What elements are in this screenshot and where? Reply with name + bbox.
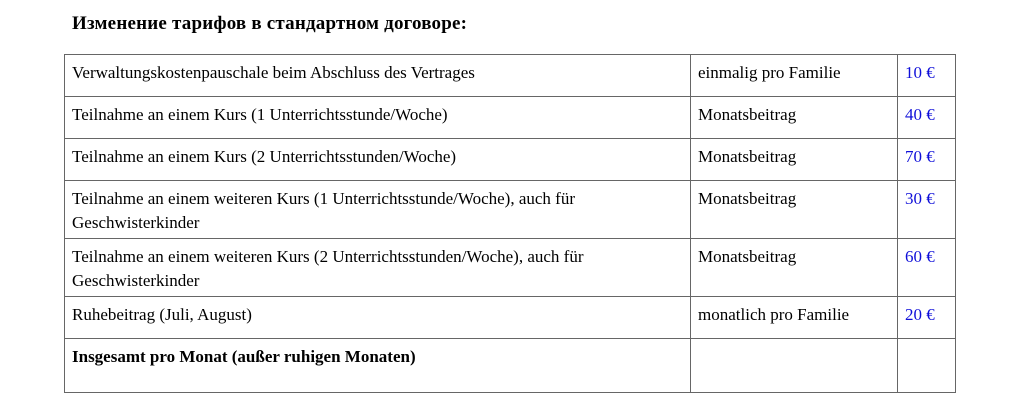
table-row	[65, 55, 956, 97]
table-row	[65, 139, 956, 181]
service-cell: Verwaltungskostenpauschale beim Abschluss des Vertrages	[65, 55, 691, 97]
billing-cell: einmalig pro Familie	[691, 55, 898, 97]
billing-cell: Monatsbeitrag	[691, 239, 898, 297]
tariff-table-body	[65, 55, 956, 393]
service-cell: Insgesamt pro Monat (außer ruhigen Monaten)	[65, 339, 691, 393]
table-row	[65, 339, 956, 393]
table-row	[65, 297, 956, 339]
billing-cell	[691, 339, 898, 393]
billing-cell: Monatsbeitrag	[691, 139, 898, 181]
price-cell: 60 €	[898, 239, 956, 297]
table-row	[65, 181, 956, 239]
service-cell: Teilnahme an einem Kurs (1 Unterrichtsstunde/Woche)	[65, 97, 691, 139]
table-row	[65, 97, 956, 139]
price-cell: 10 €	[898, 55, 956, 97]
price-cell: 20 €	[898, 297, 956, 339]
page-title: Изменение тарифов в стандартном договоре:	[72, 13, 468, 34]
tariff-table	[64, 54, 956, 393]
table-row	[65, 239, 956, 297]
price-cell: 70 €	[898, 139, 956, 181]
service-cell: Teilnahme an einem weiteren Kurs (2 Unterrichtsstunden/Woche), auch für Geschwisterkinder	[65, 239, 691, 297]
billing-cell: Monatsbeitrag	[691, 97, 898, 139]
price-cell: 30 €	[898, 181, 956, 239]
service-cell: Teilnahme an einem weiteren Kurs (1 Unterrichtsstunde/Woche), auch für Geschwisterkinder	[65, 181, 691, 239]
service-cell: Ruhebeitrag (Juli, August)	[65, 297, 691, 339]
price-cell: 40 €	[898, 97, 956, 139]
price-cell	[898, 339, 956, 393]
billing-cell: Monatsbeitrag	[691, 181, 898, 239]
billing-cell: monatlich pro Familie	[691, 297, 898, 339]
service-cell: Teilnahme an einem Kurs (2 Unterrichtsstunden/Woche)	[65, 139, 691, 181]
